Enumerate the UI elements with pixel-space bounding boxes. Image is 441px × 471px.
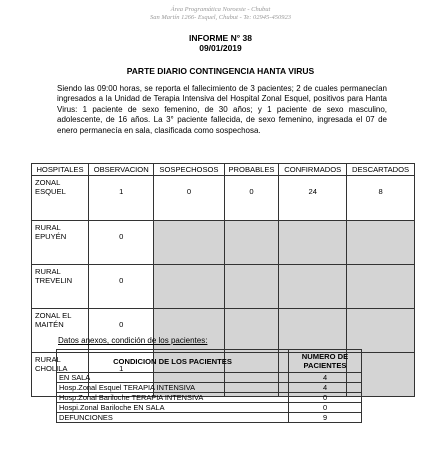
condition-value: 0 bbox=[289, 403, 362, 413]
empty-cell bbox=[279, 309, 347, 353]
table-row bbox=[32, 309, 415, 353]
observacion-value: 1 bbox=[89, 176, 154, 221]
empty-cell bbox=[347, 309, 415, 353]
probables-value: 0 bbox=[224, 176, 279, 221]
col-header-condicion: CONDICION DE LOS PACIENTES bbox=[57, 350, 289, 373]
empty-cell bbox=[154, 265, 224, 309]
report-subtitle: PARTE DIARIO CONTINGENCIA HANTA VIRUS bbox=[126, 66, 315, 76]
col-header-numero: NUMERO DE PACIENTES bbox=[289, 350, 362, 373]
report-title: INFORME N° 38 bbox=[189, 33, 252, 43]
report-paragraph: Siendo las 09:00 horas, se reporta el fallecimiento de 3 pacientes; 2 de cuales permanecían ingresados a la Unidad de Terapia Intensiva del Hospital Zonal Esquel, positivos para Hanta Virus: 1 paciente de sexo femenino, de 30 años; y 1 paciente de sexo masculino, adolescente, de 16 años. La 3° paciente fallecida, de sexo femenino, ingresada el 07 de enero permanecía en sala, clasificada como sospechosa. bbox=[57, 84, 387, 135]
empty-cell bbox=[154, 221, 224, 265]
report-date: 09/01/2019 bbox=[199, 43, 242, 53]
condition-table-header bbox=[57, 350, 362, 373]
hospital-name: RURAL TREVELIN bbox=[32, 265, 89, 309]
condition-table bbox=[56, 349, 362, 423]
table-row bbox=[32, 265, 415, 309]
cases-table-header bbox=[32, 164, 415, 176]
col-header-confirmados: CONFIRMADOS bbox=[279, 164, 347, 176]
condition-label: Hospi.Zonal Bariloche EN SALA bbox=[57, 403, 289, 413]
condition-label: Hosp.Zonal Esquel TERAPIA INTENSIVA bbox=[57, 383, 289, 393]
observacion-value: 1 bbox=[89, 353, 154, 397]
col-header-descartados: DESCARTADOS bbox=[347, 164, 415, 176]
observacion-value: 0 bbox=[89, 265, 154, 309]
empty-cell bbox=[154, 309, 224, 353]
empty-cell bbox=[279, 221, 347, 265]
col-header-hospitales: HOSPITALES bbox=[32, 164, 89, 176]
table-row bbox=[57, 383, 362, 393]
col-header-probables: PROBABLES bbox=[224, 164, 279, 176]
org-header bbox=[0, 6, 441, 22]
hospital-name: RURAL CHOLILA bbox=[32, 353, 89, 397]
col-header-sospechosos: SOSPECHOSOS bbox=[154, 164, 224, 176]
hospital-name: ZONAL EL MAITÉN bbox=[32, 309, 89, 353]
condition-label: EN SALA bbox=[57, 373, 289, 383]
condition-value: 4 bbox=[289, 383, 362, 393]
observacion-value: 0 bbox=[89, 309, 154, 353]
condition-value: 9 bbox=[289, 413, 362, 423]
empty-cell bbox=[347, 221, 415, 265]
observacion-value: 0 bbox=[89, 221, 154, 265]
descartados-value: 8 bbox=[347, 176, 415, 221]
annex-label: Datos anexos, condición de los pacientes: bbox=[58, 336, 208, 345]
table-row bbox=[57, 373, 362, 383]
table-row bbox=[57, 393, 362, 403]
empty-cell bbox=[279, 265, 347, 309]
sospechosos-value: 0 bbox=[154, 176, 224, 221]
condition-label: Hosp.Zonal Bariloche TERAPIA INTENSIVA bbox=[57, 393, 289, 403]
empty-cell bbox=[347, 265, 415, 309]
table-row bbox=[57, 413, 362, 423]
org-header-line1: Área Programática Noroeste - Chubut bbox=[170, 6, 271, 13]
table-row bbox=[57, 403, 362, 413]
col-header-observacion: OBSERVACION bbox=[89, 164, 154, 176]
hospital-name: ZONAL ESQUEL bbox=[32, 176, 89, 221]
table-row bbox=[32, 221, 415, 265]
hospital-name: RURAL EPUYÉN bbox=[32, 221, 89, 265]
condition-value: 0 bbox=[289, 393, 362, 403]
condition-label: DEFUNCIONES bbox=[57, 413, 289, 423]
empty-cell bbox=[224, 221, 279, 265]
org-header-line2: San Martín 1266- Esquel, Chubut - Te: 02945-450923 bbox=[150, 14, 291, 21]
condition-value: 4 bbox=[289, 373, 362, 383]
table-row bbox=[32, 176, 415, 221]
empty-cell bbox=[224, 265, 279, 309]
empty-cell bbox=[224, 309, 279, 353]
confirmados-value: 24 bbox=[279, 176, 347, 221]
